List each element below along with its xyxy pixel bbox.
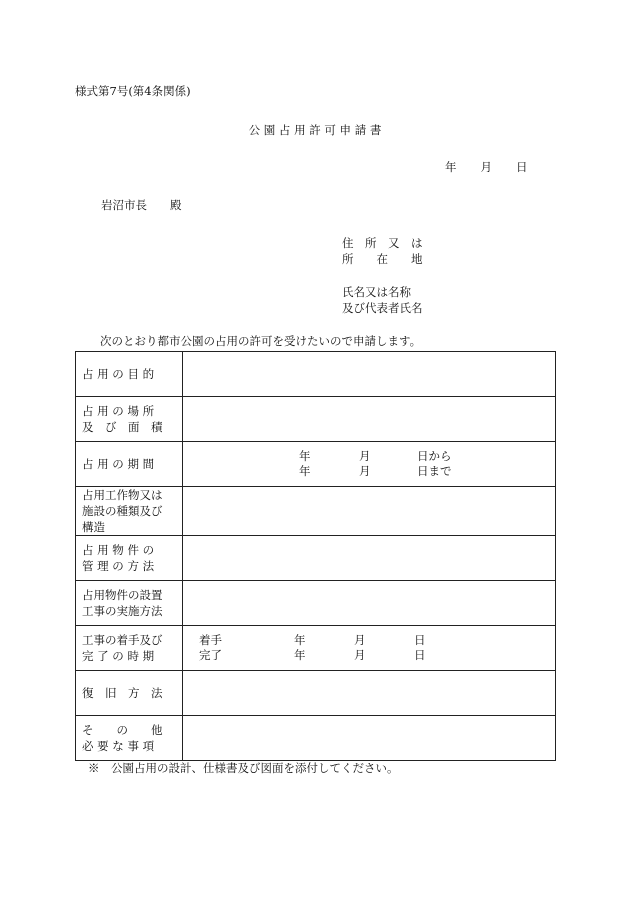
works-start-year: 年 (294, 633, 306, 647)
row-label-installation (76, 581, 183, 626)
label-line: 工事の実施方法 (82, 604, 163, 618)
period-to-month: 月 (359, 464, 371, 478)
installation-field[interactable] (183, 581, 556, 626)
works-start-label: 着手 (199, 633, 222, 647)
period-from-year: 年 (299, 449, 311, 463)
label-line: 及 び 面 積 (82, 420, 163, 434)
address-label-line2: 所 在 地 (342, 252, 423, 266)
date-month-label: 月 (480, 160, 492, 174)
table-row-location (76, 397, 556, 442)
label-line: 占 用 の 場 所 (82, 404, 155, 418)
structure-field[interactable] (183, 487, 556, 536)
location-field[interactable] (183, 397, 556, 442)
form-number: 様式第7号(第4条関係) (75, 84, 191, 98)
period-to-year: 年 (299, 464, 311, 478)
label-line: そ の 他 (82, 723, 163, 737)
table-row-management (76, 536, 556, 581)
works-finish-day: 日 (414, 648, 426, 662)
row-label-management (76, 536, 183, 581)
works-finish-year: 年 (294, 648, 306, 662)
label-line: 占 用 の 目 的 (82, 367, 155, 381)
row-label-period (76, 442, 183, 487)
date-year-label: 年 (445, 160, 457, 174)
row-label-other (76, 716, 183, 761)
table-row-other (76, 716, 556, 761)
name-label-line1: 氏名又は名称 (342, 285, 411, 299)
row-label-location (76, 397, 183, 442)
applicant-name-label (342, 284, 423, 316)
name-label-line2: 及び代表者氏名 (342, 301, 423, 315)
row-label-purpose (76, 352, 183, 397)
label-line: 工事の着手及び (82, 633, 163, 647)
management-field[interactable] (183, 536, 556, 581)
period-from-day: 日から (417, 449, 452, 463)
date-day-label: 日 (516, 160, 528, 174)
restoration-field[interactable] (183, 671, 556, 716)
works-finish-label: 完了 (199, 648, 222, 662)
label-line: 管 理 の 方 法 (82, 559, 155, 573)
period-from-month: 月 (359, 449, 371, 463)
footnote: ※ 公園占用の設計、仕様書及び図面を添付してください。 (88, 761, 399, 775)
addressee: 岩沼市長 殿 (101, 198, 182, 212)
works-finish-month: 月 (354, 648, 366, 662)
label-line: 完 了 の 時 期 (82, 649, 155, 663)
table-row-works-period (76, 626, 556, 671)
label-line: 構造 (82, 520, 105, 534)
period-field[interactable] (183, 442, 556, 487)
date-line (445, 160, 528, 174)
intro-text: 次のとおり都市公園の占用の許可を受けたいので申請します。 (100, 334, 422, 348)
purpose-field[interactable] (183, 352, 556, 397)
table-row-structure (76, 487, 556, 536)
label-line: 占 用 物 件 の (82, 543, 155, 557)
row-label-structure (76, 487, 183, 536)
label-line: 復 旧 方 法 (82, 686, 163, 700)
label-line: 必 要 な 事 項 (82, 739, 155, 753)
works-start-month: 月 (354, 633, 366, 647)
table-row-purpose (76, 352, 556, 397)
address-label-line1: 住 所 又 は (342, 236, 423, 250)
document-title: 公 園 占 用 許 可 申 請 書 (248, 123, 382, 137)
period-to-day: 日まで (417, 464, 452, 478)
table-row-period (76, 442, 556, 487)
label-line: 施設の種類及び (82, 504, 163, 518)
works-period-field[interactable] (183, 626, 556, 671)
label-line: 占用物件の設置 (82, 588, 163, 602)
other-field[interactable] (183, 716, 556, 761)
row-label-restoration (76, 671, 183, 716)
label-line: 占用工作物又は (82, 488, 163, 502)
table-row-restoration (76, 671, 556, 716)
applicant-address-label (342, 235, 423, 267)
row-label-works-period (76, 626, 183, 671)
table-row-installation (76, 581, 556, 626)
application-table (75, 351, 556, 761)
works-start-day: 日 (414, 633, 426, 647)
label-line: 占 用 の 期 間 (82, 457, 155, 471)
